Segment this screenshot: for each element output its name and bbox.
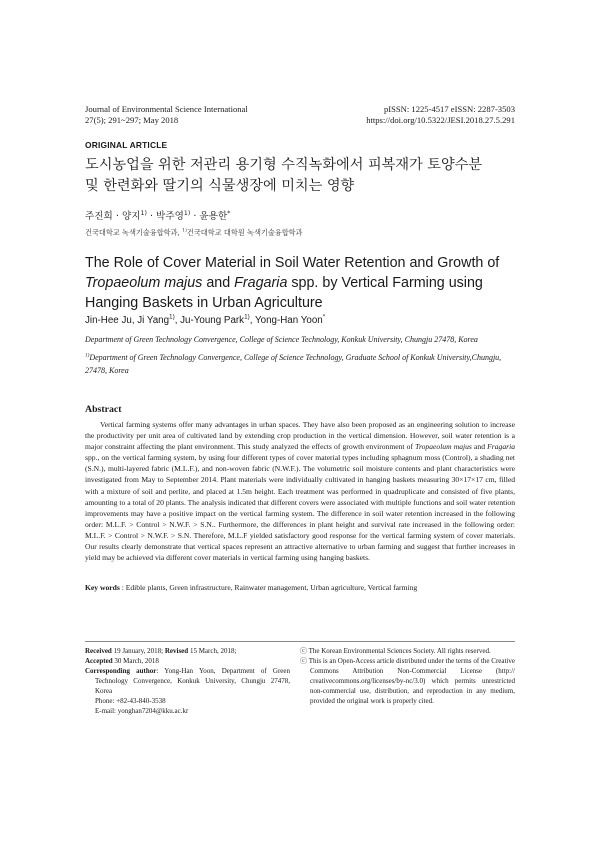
- article-label: ORIGINAL ARTICLE: [85, 140, 168, 150]
- species-name-1: Tropaeolum majus: [85, 275, 203, 291]
- abstract-part3: spp., on the vertical farming system, by using four different types of cover material types including sphagnum moss (Control), a shading net (S.N.), multi-layered fabric (M.L.F.), and non-woven fabric (N.W.F.). The volumetric soil moisture contents and plant characteristics were investigated from May to September 2014. Plant materials were individually cultivated in hanging baskets measuring 30×17×17 cm, filled with a mixture of soil and perlite, and placed at 1.5m height. Each treatment was performed in quadruplicate and consisted of five plants, amounting to a total of 20 plants. The analysis indicated that different covers were associated with multiple functions and soil water retention improvements may have a positive impact on the vertical farming system. The difference in soil water retention increased in the following order: M.L.F. > Control > N.W.F. > S.N.. Furthermore, the differences in plant height and survival rate increased in the following order: M.L.F. > Control > N.W.F. > S.N. Therefore, M.L.F yielded satisfactory good response for the vertical farming system of cover materials. Our results clearly demonstrate that vertical spaces represent an attractive alternative to urban farming and suggest that further increases in yield may be achieved via different cover materials in vertical farming using hanging baskets.: [85, 453, 515, 563]
- keywords: [85, 583, 515, 592]
- english-author-1: Jin-Hee Ju, Ji Yang: [85, 315, 170, 326]
- footer-divider: [85, 641, 515, 642]
- revised-label: Revised: [164, 647, 189, 655]
- title-end: spp. by Vertical Farming using: [287, 275, 483, 291]
- korean-affiliation: [85, 228, 303, 238]
- korean-author-1: 주진희 · 양지: [85, 211, 141, 222]
- korean-title: [85, 155, 525, 197]
- english-aff2-text: Department of Green Technology Convergence, College of Science Technology, Graduate School of Konkuk University,Chungju, 27478, Korea: [85, 353, 502, 375]
- english-title-line3: Hanging Baskets in Urban Agriculture: [85, 295, 323, 311]
- species-name-2: Fragaria: [234, 275, 288, 291]
- title-and: and: [202, 275, 235, 291]
- article-history: [85, 646, 290, 716]
- korean-sup-2: 1): [183, 209, 191, 217]
- issn: pISSN: 1225-4517 eISSN: 2287-3503: [383, 104, 515, 114]
- english-aff2-sup: 1): [85, 352, 90, 359]
- phone: Phone: +82-43-840-3538: [95, 697, 166, 705]
- abstract-species-2: Fragaria: [487, 442, 515, 452]
- accepted-date: 30 March, 2018: [112, 657, 159, 665]
- english-author-2: , Ju-Young Park: [174, 315, 245, 326]
- license-text: ⓒ This is an Open-Access article distributed under the terms of the Creative Commons Attribution Non-Commercial License (http:// creativecommons.org/licenses/by-nc/3.0) which permits unrestricted non-commercial use, distribution, and reproduction in any medium, provided the original work is properly cited.: [300, 657, 515, 705]
- journal-header: [85, 104, 248, 126]
- english-sup-1: 1): [169, 313, 175, 321]
- korean-aff-1: 건국대학교 녹색기술융합학과,: [85, 228, 183, 237]
- english-title: [85, 253, 525, 313]
- korean-author-3: · 윤용한: [190, 211, 228, 222]
- english-sup-3: *: [322, 313, 326, 321]
- keywords-label: Key words: [85, 583, 120, 592]
- doi-link[interactable]: https://doi.org/10.5322/JESI.2018.27.5.291: [366, 115, 515, 125]
- korean-sup-3: *: [227, 209, 231, 217]
- korean-title-line2: 및 한련화와 딸기의 식물생장에 미치는 영향: [85, 178, 355, 194]
- english-affiliation-2: [85, 351, 515, 377]
- abstract-body: [85, 419, 515, 563]
- corresponding-author: [85, 666, 290, 696]
- revised-date: 15 March, 2018;: [188, 647, 237, 655]
- english-author-3: , Yong-Han Yoon: [249, 315, 323, 326]
- keywords-text: : Edible plants, Green infrastructure, Rainwater management, Urban agriculture, Vertical farming: [119, 583, 418, 592]
- korean-title-line1: 도시농업을 위한 저관리 용기형 수직녹화에서 피복재가 토양수분: [85, 157, 483, 173]
- journal-volume: 27(5); 291~297; May 2018: [85, 115, 179, 125]
- accepted-line: [85, 656, 290, 666]
- abstract-part1: Vertical farming systems offer many advantages in urban spaces. They have also been proposed as an engineering solution to increase the productivity per unit area of cultivated land by extending crop production in the vertical dimension. However, soil water retention is a major constraint affecting the plant environment. This study analyzed the effects of growth environment of: [85, 420, 515, 452]
- korean-sup-1: 1): [140, 209, 147, 217]
- email[interactable]: E-mail: yonghan7204@kku.ac.kr: [95, 707, 189, 715]
- corr-label: Corresponding author: [85, 667, 157, 675]
- received-line: [85, 646, 290, 656]
- corr-text: : Yong-Han Yoon, Department of Green Technology Convergence, Konkuk University, Chungju 27478, Korea: [95, 667, 290, 695]
- accepted-label: Accepted: [85, 657, 113, 665]
- english-title-line1: The Role of Cover Material in Soil Water Retention and Growth of: [85, 255, 500, 271]
- license-notice: [300, 646, 515, 706]
- english-affiliation-1: Department of Green Technology Convergence, College of Science Technology, Konkuk University, Chungju 27478, Korea: [85, 335, 478, 344]
- english-authors: [85, 315, 325, 326]
- english-title-line2: [85, 273, 525, 293]
- abstract-part2: and: [471, 442, 488, 452]
- abstract-species-1: Tropaeolum majus: [415, 442, 472, 452]
- copyright-line: ⓒ The Korean Environmental Sciences Society. All rights reserved.: [300, 647, 491, 655]
- journal-name: Journal of Environmental Science International: [85, 104, 248, 114]
- korean-aff-2: 건국대학교 대학원 녹색기술융합학과: [186, 228, 303, 237]
- korean-author-2: · 박주영: [146, 211, 184, 222]
- received-date: 19 January, 2018;: [111, 647, 165, 655]
- issn-header: [366, 104, 515, 126]
- abstract-heading: Abstract: [85, 404, 122, 415]
- english-sup-2: 1): [244, 313, 250, 321]
- korean-authors: [85, 208, 230, 222]
- korean-aff-sup: 1): [182, 228, 187, 234]
- received-label: Received: [85, 647, 112, 655]
